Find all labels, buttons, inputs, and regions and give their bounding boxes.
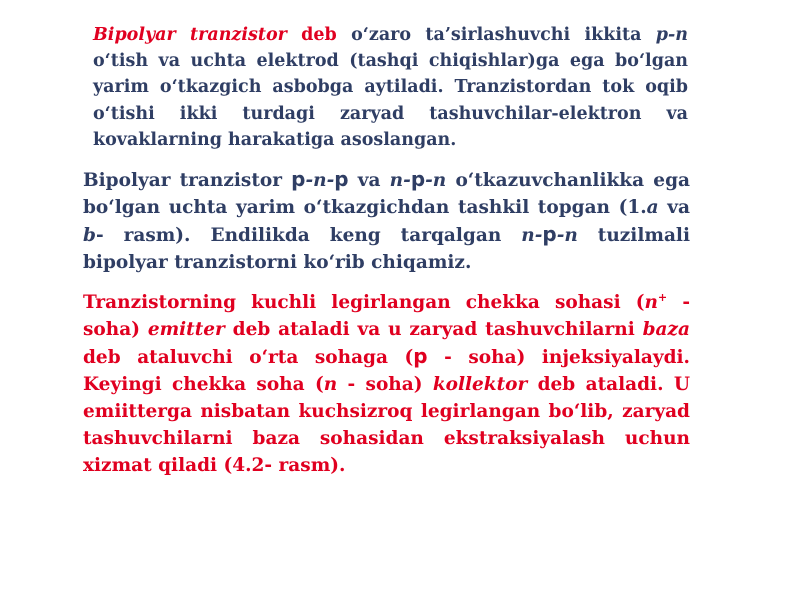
text-segment: tuzilmali bipolyar tranzistorni ko‘rib chiqamiz. — [83, 225, 690, 273]
text-segment: - soha) injeksiyalaydi. Keyingi chekka soha ( — [83, 347, 690, 395]
text-segment: deb ataluvchi o‘rta sohaga ( — [83, 347, 414, 368]
text-segment: - rasm). Endilikda keng tarqalgan — [95, 225, 522, 246]
pnp-term: p-n-p — [291, 167, 349, 191]
letter-p: p — [542, 222, 557, 246]
text-segment: o‘tish va uchta elektrod (tashqi chiqishlar)ga ega bo‘lgan yarim o‘tkazgich asbobga aytiladi. Tranzistordan tok oqib o‘tishi ikki turdagi zaryad tashuvchilar-elektron va kovaklarning harakatiga asoslangan. — [93, 51, 688, 150]
text-segment: va — [658, 197, 690, 218]
emitter-term: emitter — [147, 319, 225, 340]
text-segment: va — [348, 170, 390, 191]
text-segment: deb ataladi va u zaryad tashuvchilarni — [224, 319, 643, 340]
term-bipolar-transistor: Bipolyar tranzistor — [93, 25, 287, 45]
text-segment: - soha) — [83, 292, 691, 340]
letter-p: p — [410, 167, 426, 191]
letter-p: p — [291, 167, 306, 191]
pn-junction-term: p-n — [655, 25, 688, 45]
text-segment: - soha) — [337, 374, 433, 395]
text-segment: o‘tkazuvchanlikka ega bo‘lgan uchta yarim o‘tkazgichdan tashkil topgan (1. — [83, 170, 690, 218]
kollektor-term: kollektor — [432, 374, 528, 395]
regions-paragraph — [83, 289, 690, 479]
structure-paragraph — [83, 166, 690, 276]
n-plus-term: n — [644, 292, 658, 313]
text-segment: deb ataladi. U emiitterga nisbatan kuchsizroq legirlangan bo‘lib, zaryad tashuvchilarni baza sohasidan ekstraksiyalash uchun xizmat qiladi (4.2- rasm). — [83, 374, 690, 476]
plus-superscript: + — [657, 290, 668, 304]
text-segment: Bipolyar tranzistor — [83, 170, 292, 191]
figure-a-ref: a — [646, 197, 659, 218]
figure-b-ref: b — [83, 225, 96, 246]
deb-text: deb — [286, 25, 337, 45]
definition-paragraph — [93, 22, 688, 153]
text-segment: Tranzistorning kuchli legirlangan chekka sohasi ( — [83, 292, 645, 313]
text-segment: o‘zaro ta’sirlashuvchi ikkita — [336, 25, 656, 45]
npn-term: n-p-n — [389, 167, 447, 191]
n-term: n — [323, 374, 338, 395]
npn-term: n-p-n — [521, 222, 578, 246]
letter-p: p — [334, 167, 349, 191]
p-term: p — [413, 344, 428, 368]
baza-term: baza — [642, 319, 691, 340]
